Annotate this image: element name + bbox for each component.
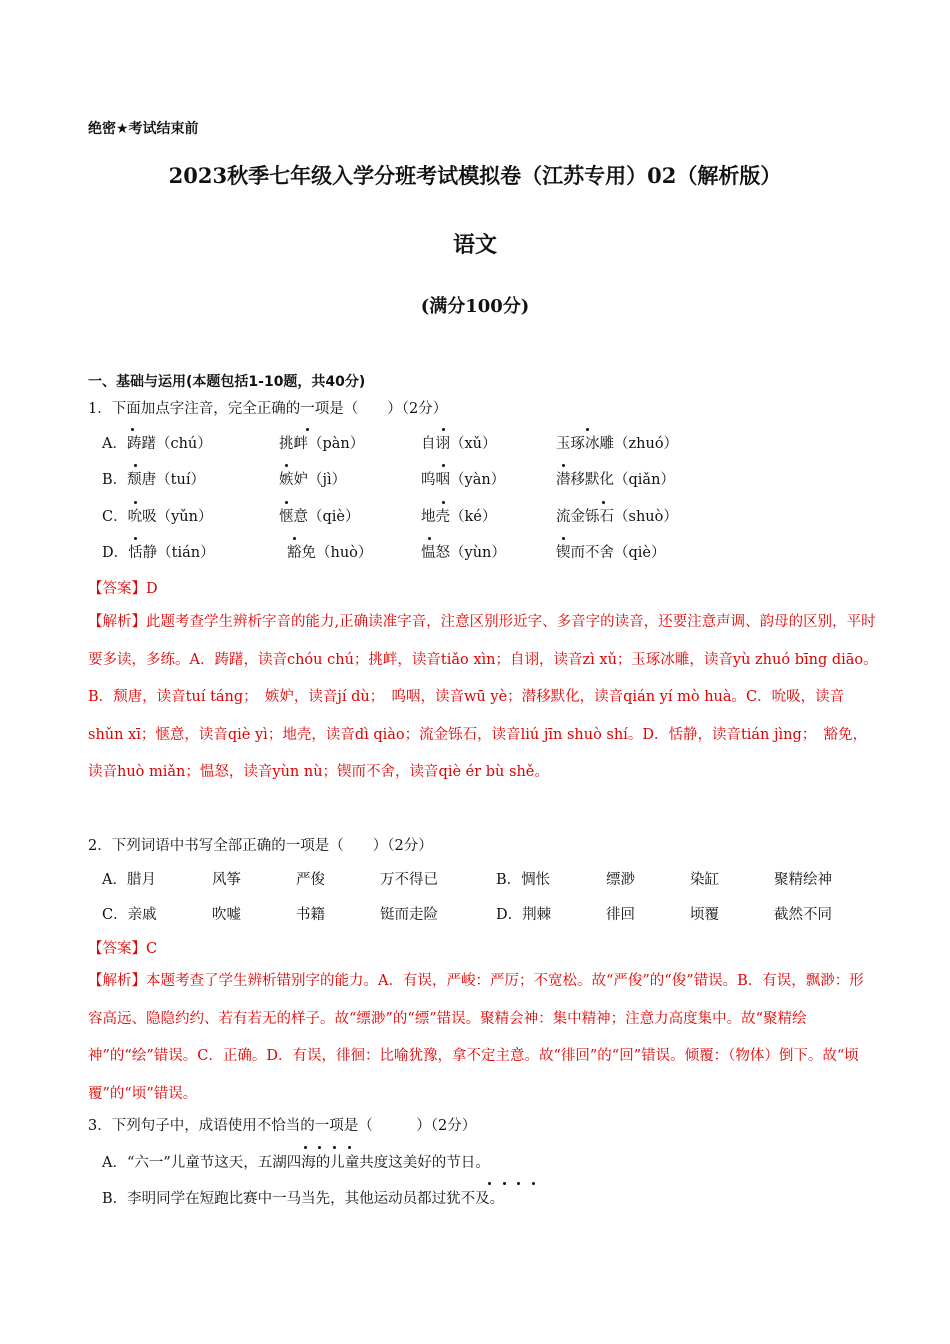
emphasis-dot [134, 537, 137, 540]
q1-stem: 1．下面加点字注音，完全正确的一项是（ ）（2分） [88, 401, 448, 417]
q3-option-a: A．“六一”儿童节这天，五湖四海的儿童共度这美好的节日。 [102, 1155, 490, 1171]
q2-c-4: 铤而走险 [380, 907, 438, 923]
emphasis-dot [134, 501, 137, 504]
q2-a-2: 风筝 [212, 872, 241, 888]
q2-a-4: 万不得已 [380, 872, 438, 888]
q1-b-1: B．颓唐（tuí） [102, 472, 205, 488]
q2-b-1: B．惆怅 [496, 872, 551, 888]
q2-d-4: 截然不同 [774, 907, 832, 923]
emphasis-dot [428, 537, 431, 540]
emphasis-dot [442, 501, 445, 504]
emphasis-dot [306, 428, 309, 431]
emphasis-dot [293, 537, 296, 540]
emphasis-dot [442, 428, 445, 431]
q1-analysis: 【解析】此题考查学生辨析字音的能力,正确读准字音，注意区别形近字、多音字的读音，还要注意声调、韵母的区别，平时要多读，多练。A．踌躇，读音chóu chú；挑衅，读音tiǎo xìn；自诩，读音zì xǔ；玉琢冰雕，读音yù zhuó bīng diāo。B．颓唐，读音tuí táng； 嫉妒，读音jí dù； 呜咽，读音wū yè；潜移默化，读音qián yí mò huà。C．吮吸，读音shǔn xī；惬意，读音qiè yì；地壳，读音dì qiào；流金铄石，读音liú jīn shuò shí。D．恬静，读音tián jìng； 豁免，读音huò miǎn；愠怒，读音yùn nù；锲而不舍，读音qiè ér bù shě。 [88, 614, 878, 780]
q2-stem: 2．下列词语中书写全部正确的一项是（ ）（2分） [88, 838, 433, 854]
subject-title: 语文 [452, 232, 497, 258]
section-heading: 一、基础与运用(本题包括1-10题，共40分) [88, 374, 366, 390]
emphasis-dot [442, 464, 445, 467]
q1-c-1: C．吮吸（yǔn） [102, 509, 213, 525]
q1-d-3: 愠怒（yùn） [421, 545, 506, 561]
emphasis-dot [333, 1146, 336, 1149]
q2-c-3: 书籍 [296, 907, 325, 923]
emphasis-dot [348, 1146, 351, 1149]
q1-answer: 【答案】D [88, 581, 158, 597]
q1-a-1: A．踌躇（chú） [102, 436, 212, 452]
q1-a-4: 玉琢冰雕（zhuó） [556, 436, 679, 452]
q3-stem: 3．下列句子中，成语使用不恰当的一项是（ ）（2分） [88, 1118, 477, 1134]
page-title: 2023秋季七年级入学分班考试模拟卷（江苏专用）02（解析版） [168, 163, 782, 188]
q1-c-3: 地壳（ké） [421, 509, 497, 525]
q1-d-2: 豁免（huò） [287, 545, 373, 561]
q1-d-1: D．恬静（tián） [102, 545, 215, 561]
q1-b-2: 嫉妒（jì） [279, 472, 347, 488]
q2-d-1: D．荆棘 [496, 907, 552, 923]
q2-b-2: 缥渺 [606, 872, 635, 888]
emphasis-dot [562, 537, 565, 540]
q2-a-3: 严俊 [296, 872, 325, 888]
q2-a-1: A．腊月 [102, 872, 156, 888]
q2-analysis: 【解析】本题考查了学生辨析错别字的能力。A．有误，严峻：严厉；不宽松。故“严俊”的“俊”错误。B．有误，飘渺：形容高远、隐隐约约、若有若无的样子。故“缥渺”的“缥”错误。聚精会神：集中精神；注意力高度集中。故“聚精绘神”的“绘”错误。C．正确。D．有误，徘徊：比喻犹豫，拿不定主意。故“徘回”的“回”错误。倾覆：（物体）倒下。故“顷覆”的“顷”错误。 [88, 973, 864, 1102]
q3-option-b: B．李明同学在短跑比赛中一马当先，其他运动员都过犹不及。 [102, 1191, 505, 1207]
q2-b-4: 聚精绘神 [774, 872, 832, 888]
q1-b-4: 潜移默化（qiǎn） [556, 472, 675, 488]
q1-a-2: 挑衅（pàn） [279, 436, 365, 452]
q1-b-3: 呜咽（yàn） [421, 472, 506, 488]
q1-a-3: 自诩（xǔ） [421, 436, 497, 452]
q2-c-1: C．亲戚 [102, 907, 157, 923]
emphasis-dot [503, 1182, 506, 1185]
emphasis-dot [131, 428, 134, 431]
emphasis-dot [517, 1182, 520, 1185]
emphasis-dot [586, 428, 589, 431]
q1-c-4: 流金铄石（shuò） [556, 509, 678, 525]
q2-answer: 【答案】C [88, 941, 158, 957]
secret-mark: 绝密★考试结束前 [88, 121, 199, 137]
q1-c-2: 惬意（qiè） [279, 509, 360, 525]
emphasis-dot [488, 1182, 491, 1185]
q2-d-3: 顷覆 [690, 907, 719, 923]
emphasis-dot [602, 501, 605, 504]
emphasis-dot [318, 1146, 321, 1149]
full-score: (满分100分) [420, 296, 530, 317]
emphasis-dot [285, 501, 288, 504]
emphasis-dot [134, 464, 137, 467]
q2-d-2: 徘回 [606, 907, 635, 923]
q2-b-3: 染缸 [690, 872, 719, 888]
q1-d-4: 锲而不舍（qiè） [556, 545, 666, 561]
emphasis-dot [285, 464, 288, 467]
emphasis-dot [562, 464, 565, 467]
emphasis-dot [304, 1146, 307, 1149]
emphasis-dot [532, 1182, 535, 1185]
q2-c-2: 吹嘘 [212, 907, 241, 923]
